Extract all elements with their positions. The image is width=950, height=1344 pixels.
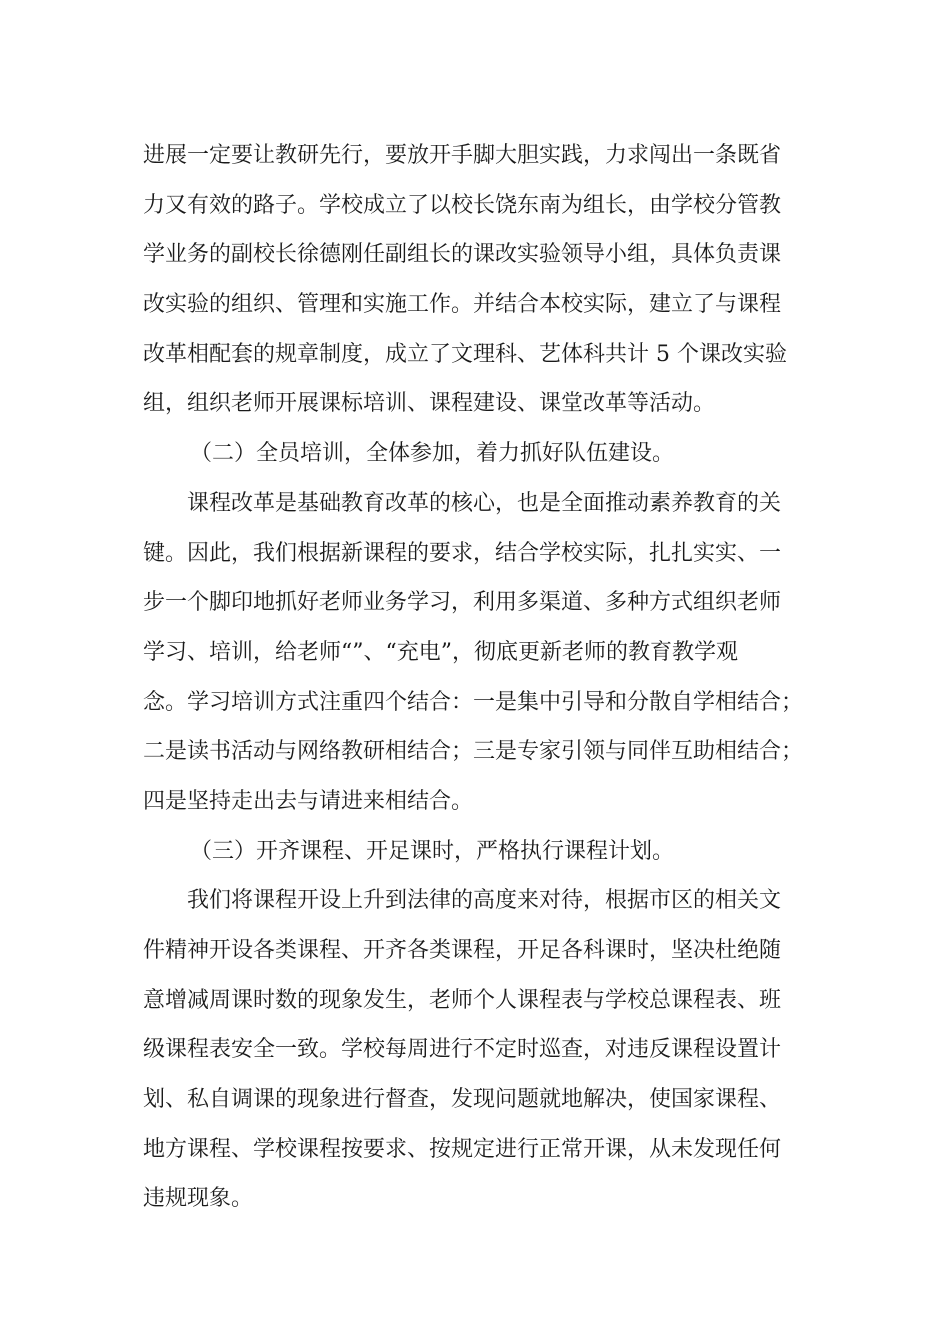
section-heading: （三）开齐课程、开足课时，严格执行课程计划。 [190, 838, 675, 864]
section-heading: （二）全员培训，全体参加，着力抓好队伍建设。 [190, 441, 675, 467]
paragraph-first-line: 课程改革是基础教育改革的核心，也是全面推动素养教育的关 [187, 490, 782, 516]
document-body [143, 131, 823, 1224]
text-line: 进展一定要让教研先行，要放开手脚大胆实践，力求闯出一条既省 [143, 143, 782, 168]
text-line: 键。因此，我们根据新课程的要求，结合学校实际，扎扎实实、一 [143, 540, 782, 566]
text-line: 学业务的副校长徐德刚任副组长的课改实验领导小组，具体负责课 [143, 242, 782, 268]
text-line: 步一个脚印地抓好老师业务学习，利用多渠道、多种方式组织老师 [143, 590, 782, 616]
text-line: 件精神开设各类课程、开齐各类课程，开足各科课时，坚决杜绝随 [143, 938, 782, 963]
text-line: 四是坚持走出去与请进来相结合。 [143, 788, 474, 814]
text-line: 划、私自调课的现象进行督查，发现问题就地解决，使国家课程、 [143, 1087, 782, 1113]
text-line: 改实验的组织、管理和实施工作。并结合本校实际，建立了与课程 [143, 292, 782, 318]
text-line: 组，组织老师开展课标培训、课程建设、课堂改革等活动。 [143, 391, 716, 417]
text-line: 级课程表安全一致。学校每周进行不定时巡查，对违反课程设置计 [143, 1037, 782, 1063]
paragraph-first-line: 我们将课程开设上升到法律的高度来对待，根据市区的相关文 [187, 888, 782, 914]
text-line: 地方课程、学校课程按要求、按规定进行正常开课，从未发现任何 [143, 1136, 782, 1162]
text-line: 二是读书活动与网络教研相结合；三是专家引领与同伴互助相结合； [143, 739, 804, 765]
text-line: 力又有效的路子。学校成立了以校长饶东南为组长，由学校分管教 [143, 192, 782, 218]
text-line: 违规现象。 [143, 1186, 254, 1212]
text-line: 念。学习培训方式注重四个结合：一是集中引导和分散自学相结合； [143, 689, 804, 715]
text-line: 改革相配套的规章制度，成立了文理科、艺体科共计 5 个课改实验 [143, 341, 787, 367]
text-line: 学习、培训，给老师“”、“充电”，彻底更新老师的教育教学观 [143, 639, 738, 665]
text-line: 意增减周课时数的现象发生，老师个人课程表与学校总课程表、班 [143, 987, 782, 1013]
